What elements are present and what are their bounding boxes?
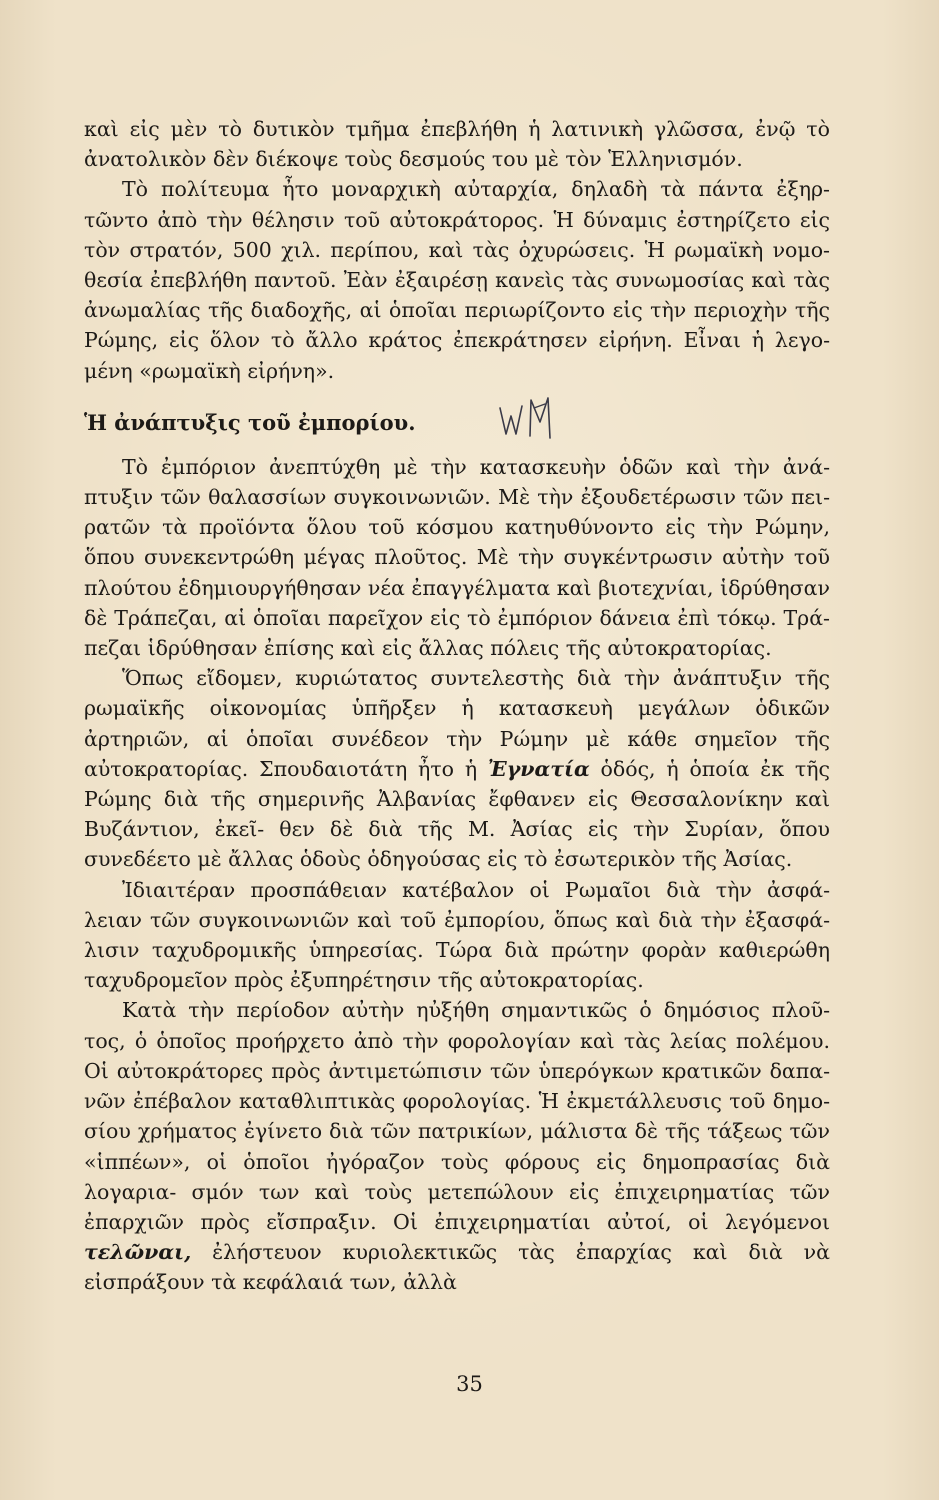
- paragraph: Ἰδιαιτέραν προσπάθειαν κατέβαλον οἱ Ρωμαῖοι διὰ τὴν ἀσφά- λειαν τῶν συγκοινωνιῶν καὶ τοῦ ἐμπορίου, ὅπως καὶ διὰ τὴν ἐξασφά- λισιν ταχυδρομικῆς ὑπηρεσίας. Τώρα διὰ πρώτην φορὰν καθιερώθη ταχυδρομεῖον πρὸς ἐξυπηρέτησιν τῆς αὐτοκρατορίας.: [84, 877, 830, 993]
- paragraph: καὶ εἰς μὲν τὸ δυτικὸν τμῆμα ἐπεβλήθη ἡ λατινικὴ γλῶσσα, ἐνῷ τὸ ἀνατολικὸν δὲν διέκοψε τοὺς δεσμούς του μὲ τὸν Ἑλληνισμόν.: [84, 117, 830, 172]
- paragraph: [84, 995, 830, 1297]
- emphasized-term: Ἐγνατία: [487, 756, 590, 781]
- section-heading-row: [84, 400, 830, 452]
- handwritten-annotation-drawing: [498, 394, 560, 442]
- page-number: 35: [456, 1372, 483, 1396]
- paragraph-text: ὁδός, ἡ ὁποία ἐκ τῆς Ρώμης διὰ τῆς σημερινῆς Ἀλβανίας ἔφθανεν εἰς Θεσσαλονίκην καὶ Βυζάντιον, ἐκεῖ- θεν δὲ διὰ τῆς Μ. Ἀσίας εἰς τὴν Συρίαν, ὅπου συνεδέετο μὲ ἄλλας ὁδοὺς ὁδηγούσας εἰς τὸ ἐσωτερικὸν τῆς Ἀσίας.: [84, 756, 830, 872]
- emphasized-term: τελῶναι,: [84, 1240, 192, 1265]
- handwritten-annotation: [498, 394, 560, 442]
- body-text: [84, 114, 830, 1298]
- paragraph: Τὸ πολίτευμα ἦτο μοναρχικὴ αὐταρχία, δηλαδὴ τὰ πάντα ἐξηρ- τῶντο ἀπὸ τὴν θέλησιν τοῦ αὐτοκράτορος. Ἡ δύναμις ἐστηρίζετο εἰς τὸν στρατόν, 500 χιλ. περίπου, καὶ τὰς ὀχυρώσεις. Ἡ ρωμαϊκὴ νομο- θεσία ἐπεβλήθη παντοῦ. Ἐὰν ἐξαιρέσῃ κανεὶς τὰς συνωμοσίας καὶ τὰς ἀνωμαλίας τῆς διαδοχῆς, αἱ ὁποῖαι περιωρίζοντο εἰς τὴν περιοχὴν τῆς Ρώμης, εἰς ὅλον τὸ ἄλλο κράτος ἐπεκράτησεν εἰρήνη. Εἶναι ἡ λεγο- μένη «ρωμαϊκὴ εἰρήνη».: [84, 177, 830, 383]
- section-heading: Ἡ ἀνάπτυξις τοῦ ἐμπορίου.: [84, 409, 416, 435]
- paragraph-text: ἐλήστευον κυριολεκτικῶς τὰς ἐπαρχίας καὶ διὰ νὰ εἰσπράξουν τὰ κεφάλαιά των, ἀλλὰ: [84, 1240, 830, 1295]
- paragraph: [84, 663, 830, 874]
- paragraph: Τὸ ἐμπόριον ἀνεπτύχθη μὲ τὴν κατασκευὴν ὁδῶν καὶ τὴν ἀνά- πτυξιν τῶν θαλασσίων συγκοινωνιῶν. Μὲ τὴν ἐξουδετέρωσιν τῶν πει- ρατῶν τὰ προϊόντα ὅλου τοῦ κόσμου κατηυθύνοντο εἰς τὴν Ρώμην, ὅπου συνεκεντρώθη μέγας πλοῦτος. Μὲ τὴν συγκέντρωσιν αὐτὴν τοῦ πλούτου ἐδημιουργήθησαν νέα ἐπαγγέλματα καὶ βιοτεχνίαι, ἱδρύθησαν δὲ Τράπεζαι, αἱ ὁποῖαι παρεῖχον εἰς τὸ ἐμπόριον δάνεια ἐπὶ τόκῳ. Τρά- πεζαι ἱδρύθησαν ἐπίσης καὶ εἰς ἄλλας πόλεις τῆς αὐτοκρατορίας.: [84, 454, 830, 661]
- paragraph-text: Ὅπως εἴδομεν, κυριώτατος συντελεστὴς διὰ τὴν ἀνάπτυξιν τῆς ρωμαϊκῆς οἰκονομίας ὑπῆρξεν ἡ κατασκευὴ μεγάλων ὁδικῶν ἀρτηριῶν, αἱ ὁποῖαι συνέδεον τὴν Ρώμην μὲ κάθε σημεῖον τῆς αὐτοκρατορίας. Σπουδαιοτάτη ἦτο ἡ: [84, 666, 830, 781]
- paragraph-text: Κατὰ τὴν περίοδον αὐτὴν ηὐξήθη σημαντικῶς ὁ δημόσιος πλοῦ- τος, ὁ ὁποῖος προήρχετο ἀπὸ τὴν φορολογίαν καὶ τὰς λείας πολέμου. Οἱ αὐτοκράτορες πρὸς ἀντιμετώπισιν τῶν ὑπερόγκων κρατικῶν δαπα- νῶν ἐπέβαλον καταθλιπτικὰς φορολογίας. Ἡ ἐκμετάλλευσις τοῦ δημο- σίου χρήματος ἐγίνετο διὰ τῶν πατρικίων, μάλιστα δὲ τῆς τάξεως τῶν «ἱππέων», οἱ ὁποῖοι ἠγόραζον τοὺς φόρους εἰς δημοπρασίας διὰ λογαρια- σμόν των καὶ τοὺς μετεπώλουν εἰς ἐπιχειρηματίας τῶν ἐπαρχιῶν πρὸς εἴσπραξιν. Οἱ ἐπιχειρηματίαι αὐτοί, οἱ λεγόμενοι: [84, 998, 830, 1234]
